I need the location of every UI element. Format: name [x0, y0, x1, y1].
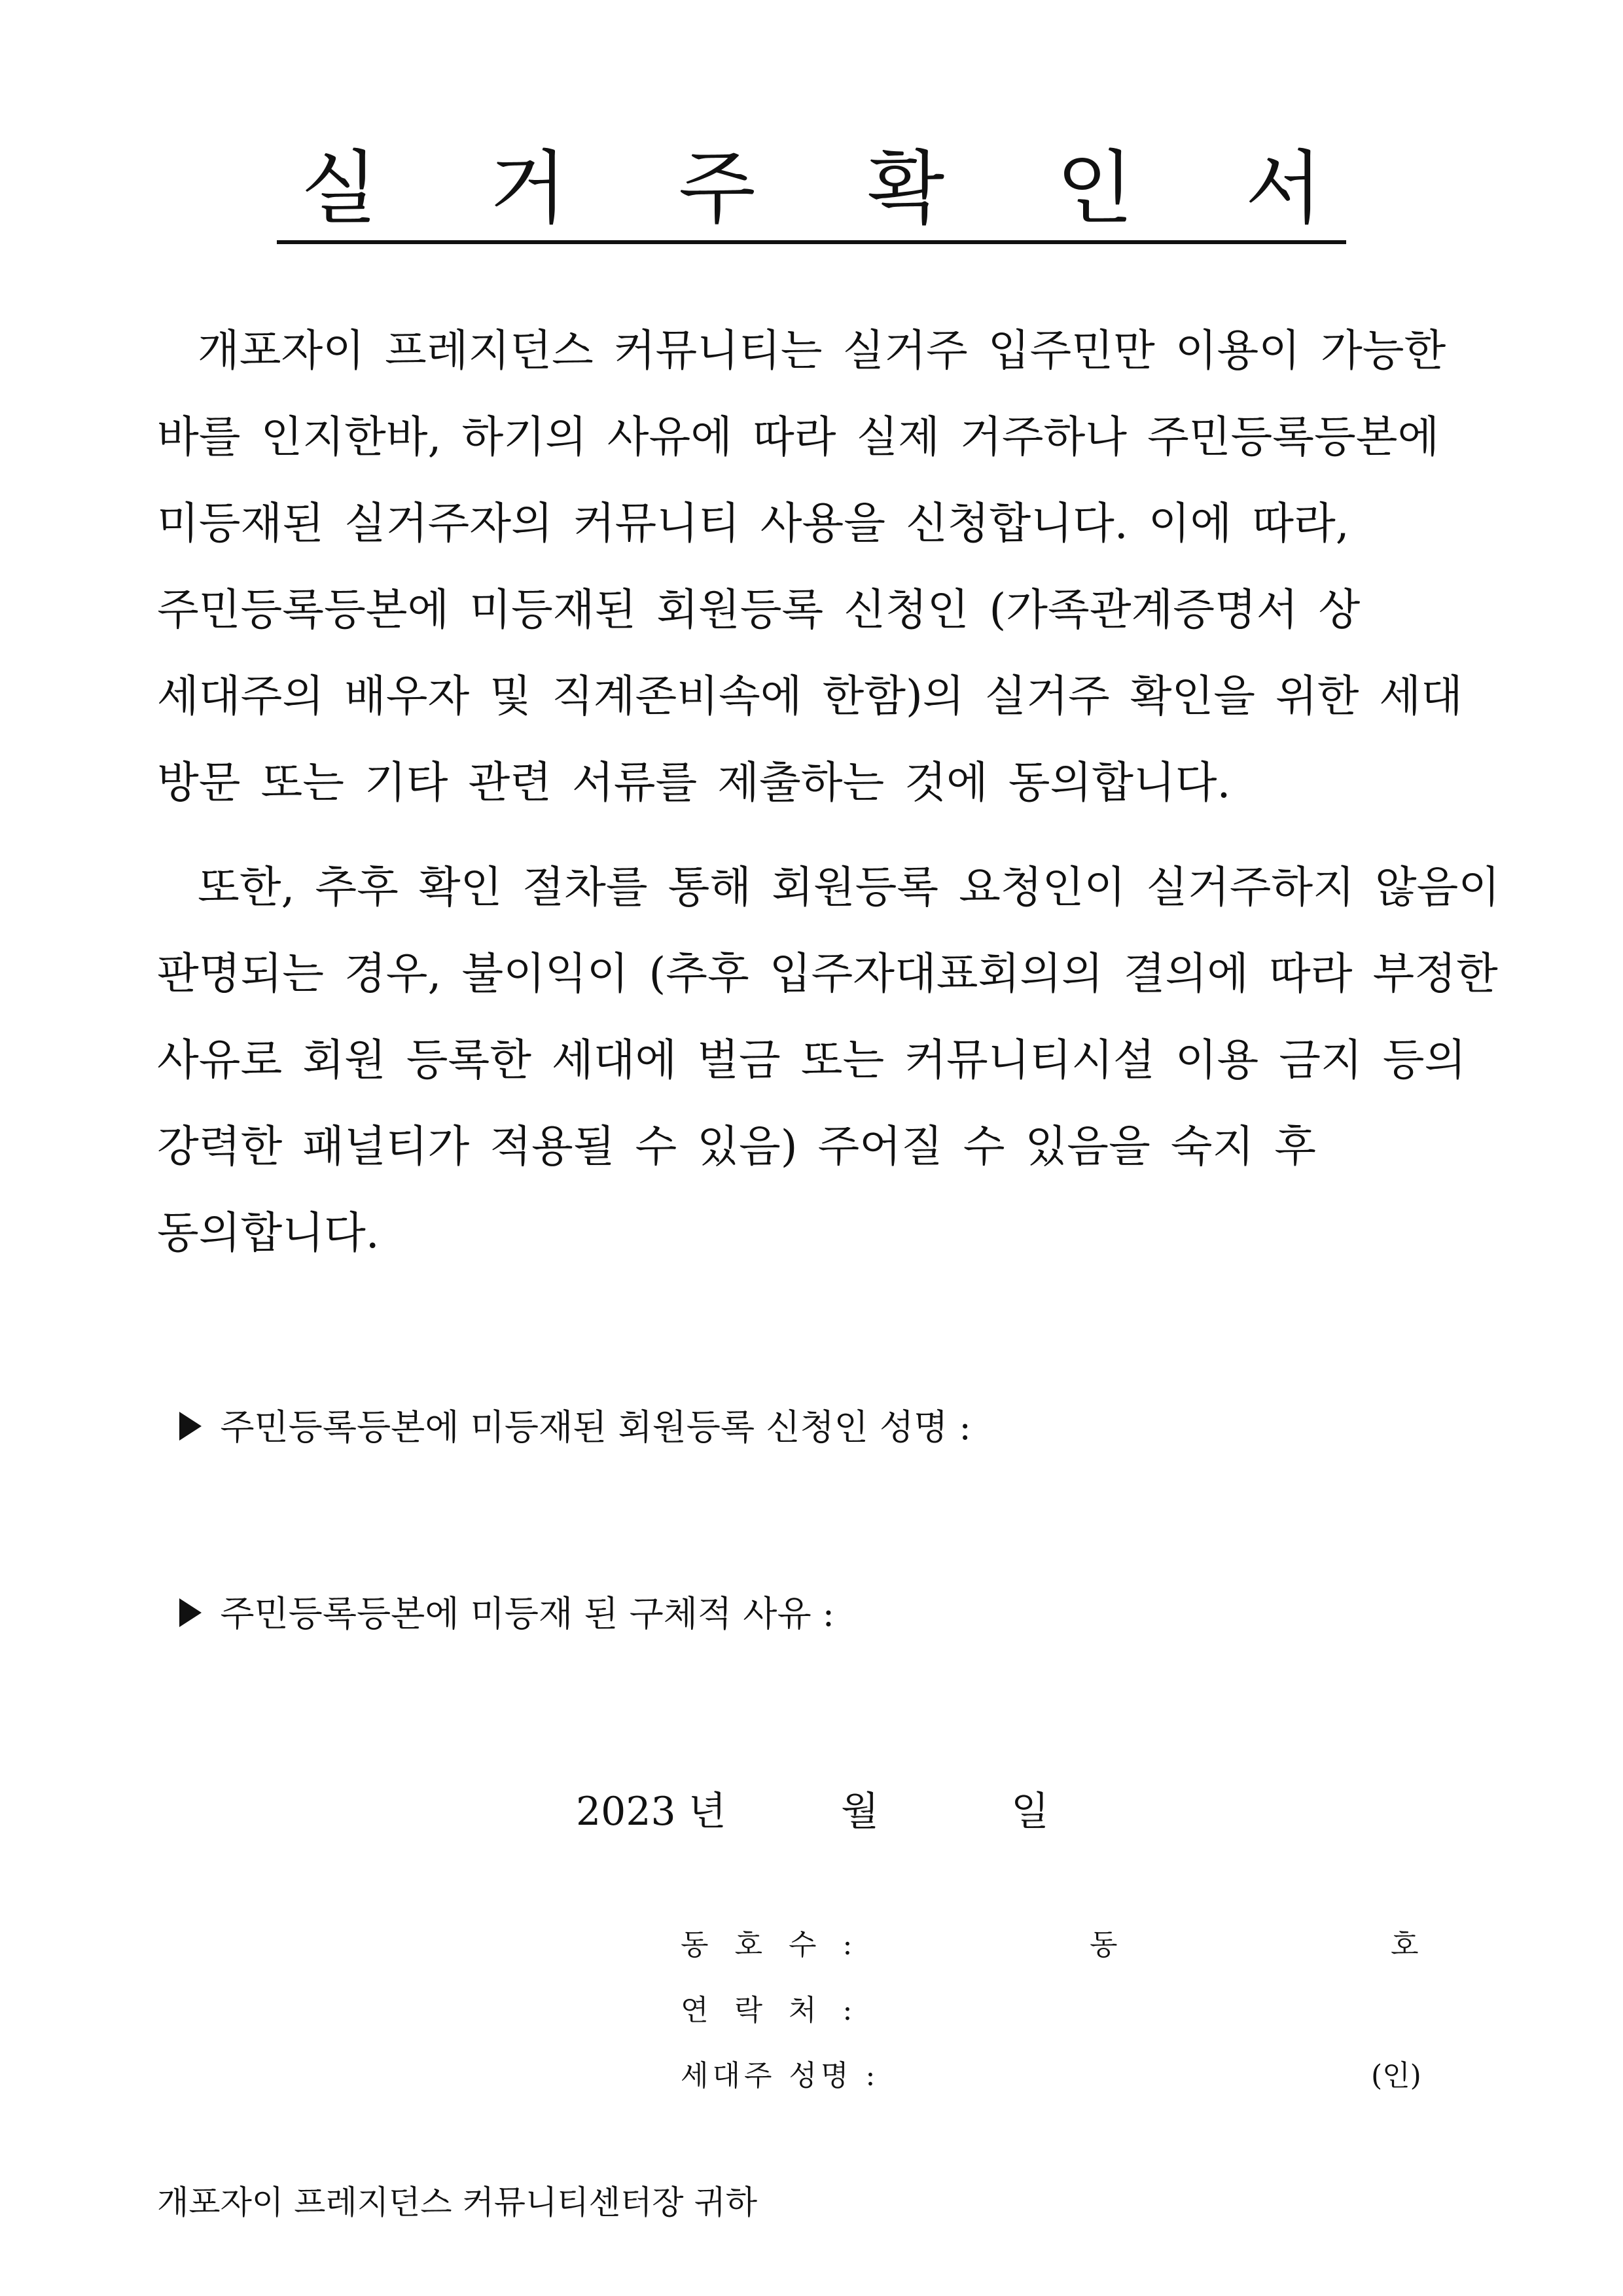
applicant-name-label: 주민등록등본에 미등재된 회원등록 신청인 성명 :	[220, 1407, 971, 1448]
triangle-bullet-icon	[179, 1412, 202, 1441]
date-month: 월	[841, 1789, 879, 1835]
paragraph-line: 동의합니다.	[157, 1208, 380, 1258]
paragraph-line: 주민등록등본에 미등재된 회원등록 신청인 (가족관계증명서 상	[157, 584, 1361, 635]
paragraph-line: 또한, 추후 확인 절차를 통해 회원등록 요청인이 실거주하지 않음이	[157, 862, 1501, 912]
contact-label: 연락처:	[681, 1994, 879, 2027]
paragraph-line: 바를 인지한바, 하기의 사유에 따라 실제 거주하나 주민등록등본에	[157, 412, 1440, 462]
dong-unit: 동	[1090, 1928, 1118, 1962]
dongho-label: 동호수:	[681, 1928, 879, 1962]
paragraph-line: 사유로 회원 등록한 세대에 벌금 또는 커뮤니티시설 이용 금지 등의	[157, 1035, 1467, 1085]
ho-unit: 호	[1391, 1928, 1419, 1962]
paragraph-line: 판명되는 경우, 불이익이 (추후 입주자대표회의의 결의에 따라 부정한	[157, 948, 1498, 999]
seal-mark: (인)	[1371, 2059, 1421, 2092]
paragraph-line: 미등재된 실거주자의 커뮤니티 사용을 신청합니다. 이에 따라,	[157, 498, 1349, 548]
reason-label: 주민등록등본에 미등재 된 구체적 사유 :	[220, 1593, 834, 1634]
paragraph-line: 방문 또는 기타 관련 서류를 제출하는 것에 동의합니다.	[157, 757, 1231, 808]
paragraph-line: 개포자이 프레지던스 커뮤니티는 실거주 입주민만 이용이 가능한	[157, 325, 1446, 376]
reason-field	[157, 1545, 834, 1636]
document-title-text: 실 거 주 확 인 서	[277, 141, 1346, 244]
applicant-name-field	[157, 1358, 971, 1450]
document-title	[0, 141, 1623, 244]
consent-paragraph-1	[157, 308, 1505, 826]
paragraph-line: 세대주의 배우자 및 직계존비속에 한함)의 실거주 확인을 위한 세대	[157, 671, 1463, 721]
date-day: 일	[1011, 1789, 1049, 1835]
triangle-bullet-icon	[179, 1598, 202, 1627]
consent-paragraph-2	[157, 844, 1505, 1276]
addressee-footer: 개포자이 프레지던스 커뮤니티센터장 귀하	[157, 2183, 758, 2221]
household-head-label: 세대주 성명 :	[681, 2059, 880, 2092]
date-year: 2023 년	[576, 1789, 726, 1835]
paragraph-line: 강력한 패널티가 적용될 수 있음) 주어질 수 있음을 숙지 후	[157, 1121, 1316, 1172]
